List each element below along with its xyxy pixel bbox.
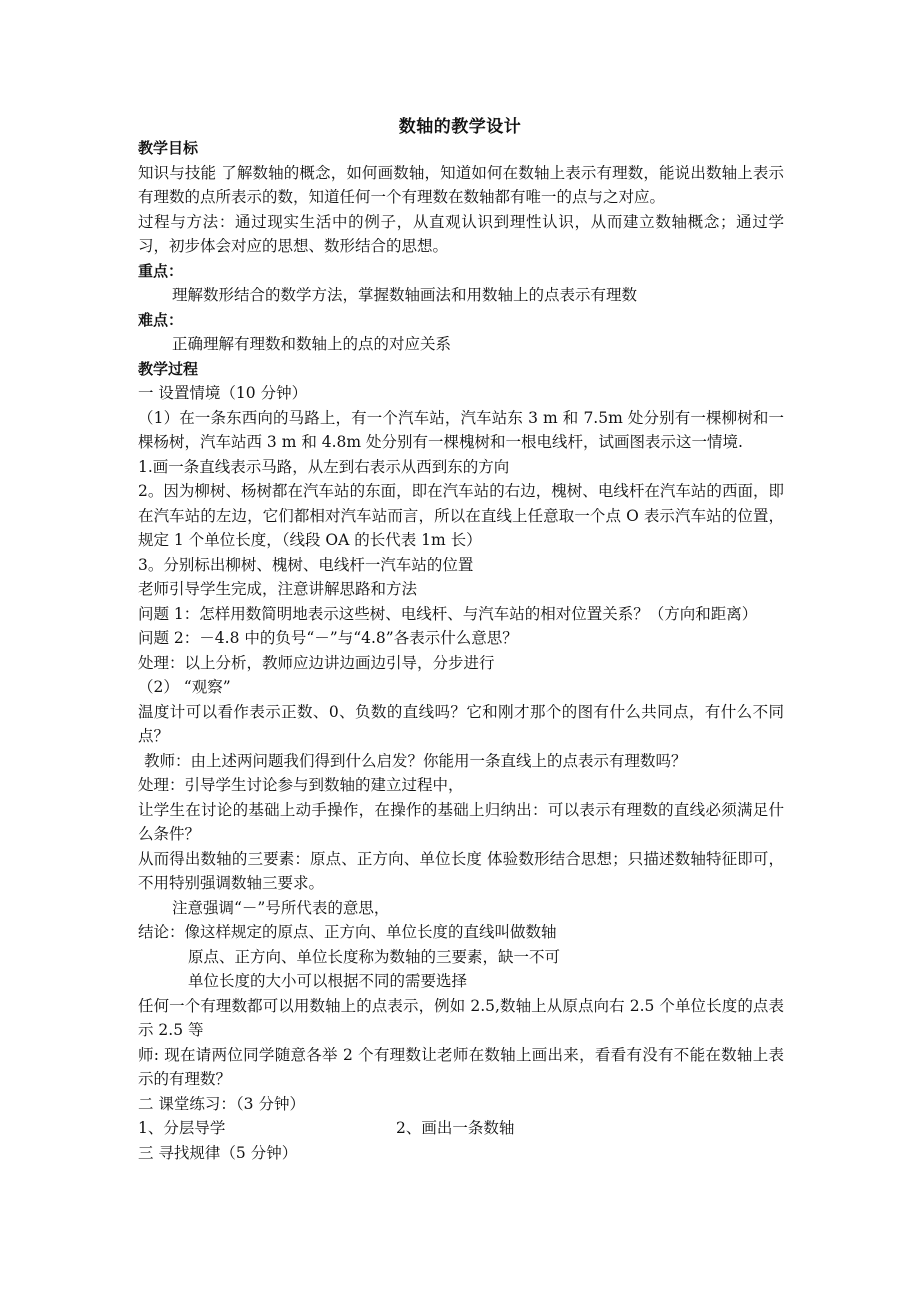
conclusion-text: 结论：像这样规定的原点、正方向、单位长度的直线叫做数轴: [138, 923, 557, 941]
document-body: [138, 136, 784, 1165]
exercise-item-2: 2、画出一条数轴: [396, 1119, 515, 1137]
exercise-item-1: 1、分层导学: [138, 1119, 226, 1137]
section-1-heading: 一 设置情境（10 分钟）: [138, 384, 308, 402]
conclusion-line-2: 原点、正方向、单位长度称为数轴的三要素，缺一不可: [188, 947, 561, 966]
key-text: 理解数形结合的数学方法，掌握数轴画法和用数轴上的点表示有理数: [172, 286, 638, 304]
teacher-exercise-text: 师: 现在请两位同学随意各举 2 个有理数让老师在数轴上画出来，看看有没有不能在数轴上表示的有理数？: [138, 1045, 784, 1088]
section-2-heading: 二 课堂练习：（3 分钟）: [138, 1094, 305, 1113]
difficulty-heading: 难点：: [138, 310, 184, 329]
section-3-heading: 三 寻找规律（5 分钟）: [138, 1143, 298, 1162]
step-1: 1.画一条直线表示马路，从左到右表示从西到东的方向: [138, 457, 510, 476]
any-rational-text: 任何一个有理数都可以用数轴上的点表示，例如 2.5,数轴上从原点向右 2.5 个单位长度的点表示 2.5 等: [138, 996, 784, 1039]
note-text: 注意强调“－”号所代表的意思，: [172, 898, 390, 917]
observe-heading: （2） “观察”: [138, 678, 231, 696]
step-2: 2。因为柳树、杨树都在汽车站的东面，即在汽车站的右边，槐树、电线杆在汽车站的西面，即在汽车站的左边，它们都相对汽车站而言，所以在直线上任意取一个点 O 表示汽车站的位置，规定 1 个单位长度，（线段 OA 的长代表 1m 长）: [138, 482, 784, 549]
teacher-prompt: 教师：由上述两问题我们得到什么启发？你能用一条直线上的点表示有理数吗？: [144, 751, 687, 770]
process-heading: 教学过程: [138, 359, 199, 378]
step-3: 3。分别标出柳树、槐树、电线杆一汽车站的位置: [138, 555, 474, 574]
handling-2: 处理：引导学生讨论参与到数轴的建立过程中，: [138, 776, 464, 794]
question-2: 问题 2：－4.8 中的负号“－”与“4.8”各表示什么意思？: [138, 629, 518, 647]
scenario-question: （1）在一条东西向的马路上，有一个汽车站，汽车站东 3 m 和 7.5m 处分别有一棵柳树和一棵杨树，汽车站西 3 m 和 4.8m 处分别有一棵槐树和一根电线杆，试画图表示这一情境.: [138, 408, 784, 451]
thermometer-question: 温度计可以看作表示正数、0、负数的直线吗？它和刚才那个的图有什么共同点，有什么不同点？: [138, 702, 784, 745]
exercise-row: [138, 1116, 784, 1141]
conclusion-line-3: 单位长度的大小可以根据不同的需要选择: [188, 972, 468, 990]
goal-knowledge: 知识与技能 了解数轴的概念，如何画数轴，知道如何在数轴上表示有理数，能说出数轴上表示有理数的点所表示的数，知道任何一个有理数在数轴都有唯一的点与之对应。: [138, 163, 784, 206]
goals-heading: 教学目标: [138, 139, 199, 157]
hands-on-text: 让学生在讨论的基础上动手操作，在操作的基础上归纳出：可以表示有理数的直线必须满足什么条件？: [138, 800, 784, 843]
goal-process: 过程与方法：通过现实生活中的例子，从直观认识到理性认识，从而建立数轴概念；通过学习，初步体会对应的思想、数形结合的思想。: [138, 212, 784, 255]
question-1: 问题 1：怎样用数简明地表示这些树、电线杆、与汽车站的相对位置关系？（方向和距离）: [138, 604, 758, 623]
three-elements-text: 从而得出数轴的三要素：原点、正方向、单位长度 体验数形结合思想；只描述数轴特征即可，不用特别强调数轴三要求。: [138, 849, 784, 892]
difficulty-text: 正确理解有理数和数轴上的点的对应关系: [172, 335, 452, 353]
teacher-guide: 老师引导学生完成，注意讲解思路和方法: [138, 580, 418, 598]
handling-1: 处理：以上分析，教师应边讲边画边引导，分步进行: [138, 653, 495, 672]
key-heading: 重点：: [138, 261, 184, 280]
document-title: 数轴的教学设计: [398, 117, 522, 137]
